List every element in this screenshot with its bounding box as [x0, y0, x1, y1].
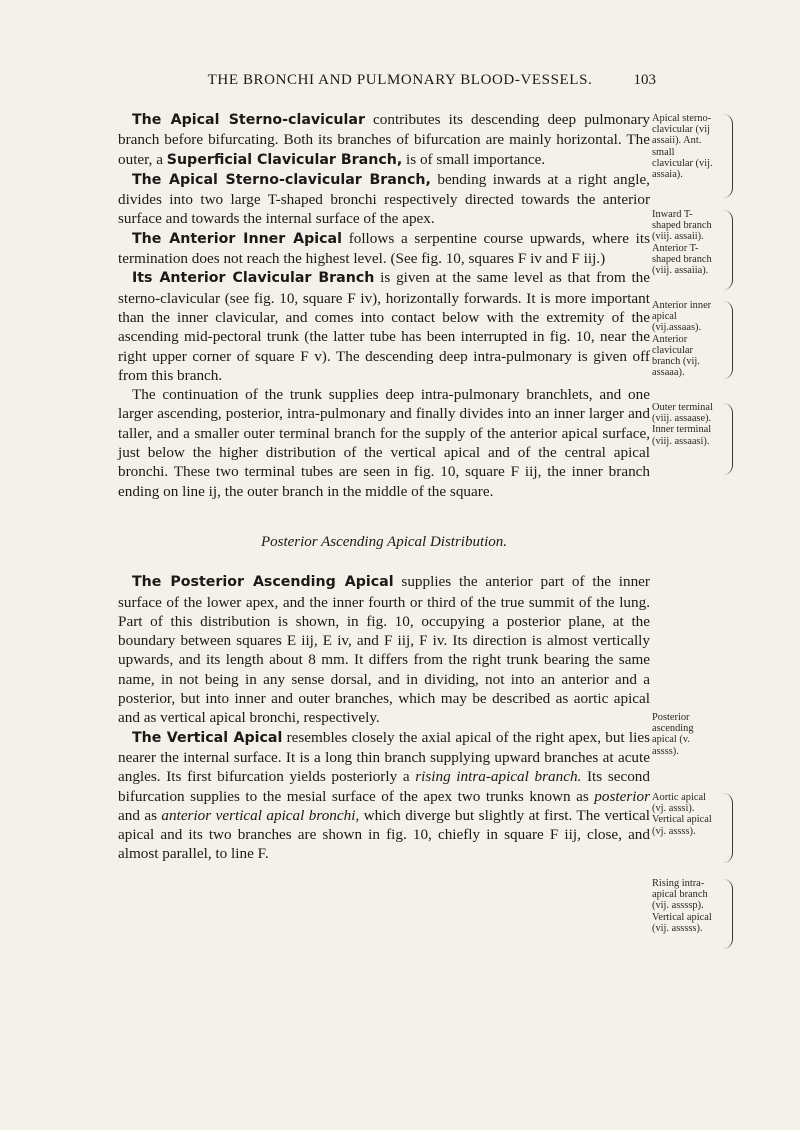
- paragraph-text: which diverge but slightly at first. The vertical apical and its two branches are shown in fig. 10, chiefly in square F iij, close, and almost parallel, to line F.: [118, 806, 650, 863]
- margin-note: Apical sterno-clavicular (vij assaii). Ant. small clavicular (vij. assaia).: [652, 113, 713, 181]
- italic-term: anterior vertical apical bronchi,: [161, 806, 360, 824]
- paragraph-apical-sterno-clavicular-branch: [118, 170, 650, 229]
- paragraph-text: resembles closely the axial apical of the right apex, but lies nearer the internal surface. It is a long thin branch supplying upward branches at acute angles. Its first bifurcation yields posteriorly a: [118, 728, 650, 786]
- heading-anterior-clavicular: Its Anterior Clavicular Branch: [132, 270, 375, 287]
- page-number: 103: [633, 72, 656, 88]
- running-title: THE BRONCHI AND PULMONARY BLOOD-VESSELS.: [207, 72, 593, 88]
- margin-brace: [720, 210, 733, 290]
- margin-brace: [720, 301, 733, 379]
- paragraph-text: supplies the anterior part of the inner surface of the lower apex, and the inner fourth or third of the true summit of the lung. Part of this distribution is shown, in fig. 10, occupying a posterior plane, at the boundary between squares E iij, E iv, and F iij, F iv. Its direction is almost vertically upwards, and its length about 8 mm. It differs from the right trunk bearing the same name, in not being in any sense dorsal, and in dividing, not into an anterior and a posterior, but into inner and outer branches, which may be described as aortic apical and as vertical apical bronchi, respectively.: [118, 573, 650, 727]
- paragraph-text: contributes its descending deep pulmonary branch before bifurcating. Both its branches of bifurcation are mainly horizontal. The outer, a: [118, 111, 650, 168]
- margin-note: Rising intra-apical branch (vij. assssp). Vertical apical (vij. asssss).: [652, 878, 712, 934]
- paragraph-vertical-apical: [118, 728, 650, 864]
- paragraph-text: and as: [118, 806, 162, 824]
- margin-note: Outer terminal (viij. assaase). Inner terminal (viij. assaasi).: [652, 402, 713, 447]
- paragraph-apical-sterno-clavicular: [118, 110, 650, 170]
- paragraph-text: is given at the same level as that from the sterno-clavicular (see fig. 10, square F iv), horizontally forwards. It is more important than the inner clavicular, and comes into contact below with the extremity of the ascending mid-pectoral trunk (the latter tube has been interrupted in fig. 10, near the right upper corner of square F v). The descending deep intra-pulmonary is given off from this branch.: [118, 269, 651, 384]
- paragraph-anterior-clavicular: [118, 268, 650, 385]
- margin-brace: [720, 879, 733, 949]
- italic-term: posterior: [594, 787, 650, 805]
- margin-brace: [720, 403, 733, 475]
- heading-apical-sterno-clavicular-branch: The Apical Sterno-clavicular Branch,: [132, 171, 431, 188]
- heading-posterior-ascending-apical: The Posterior Ascending Apical: [132, 574, 394, 591]
- paragraph-trunk-continuation: [118, 385, 650, 501]
- body-text: [118, 110, 650, 864]
- heading-superficial-clavicular: Superficial Clavicular Branch,: [166, 151, 403, 168]
- margin-note: Inward T-shaped branch (viij. assaii). Anterior T-shaped branch (viij. assaiia).: [652, 209, 712, 277]
- paragraph-text: is of small importance.: [402, 150, 546, 168]
- paragraph-text: bending inwards at a right angle, divides into two large T-shaped bronchi respectively directed towards the anterior surface and towards the internal surface of the apex.: [118, 170, 650, 228]
- paragraph-text: Its second bifurcation supplies to the mesial surface of the apex two trunks known as: [118, 768, 650, 805]
- italic-term: rising intra-apical branch.: [415, 768, 582, 786]
- heading-anterior-inner-apical: The Anterior Inner Apical: [132, 230, 342, 247]
- margin-note: Anterior inner apical (vij.assaas). Anterior clavicular branch (vij. assaaa).: [652, 300, 712, 379]
- margin-note: Posterior ascending apical (v. assss).: [652, 712, 694, 757]
- margin-note: Aortic apical (vj. asssi). Vertical apical (vj. assss).: [652, 792, 712, 837]
- spacer: [118, 552, 650, 572]
- paragraph-anterior-inner-apical: [118, 229, 650, 269]
- heading-apical-sterno-clavicular: The Apical Sterno-clavicular: [132, 112, 365, 128]
- paragraph-posterior-ascending-apical: [118, 572, 650, 727]
- paragraph-text: follows a serpentine course upwards, where its termination does not reach the highest level. (See fig. 10, squares F iv and F iij.): [118, 229, 650, 268]
- paragraph-text: The continuation of the trunk supplies deep intra-pulmonary branchlets, and one larger ascending, posterior, intra-pulmonary and finally divides into an inner larger and taller, and a smaller outer terminal branch for the supply of the anterior apical surface, just below the higher distribution of the vertical apical and of the central apical bronchi. These two terminal tubes are seen in fig. 10, square F iij, the inner branch ending on line ij, the outer branch in the middle of the square.: [118, 386, 650, 500]
- section-subheading: Posterior Ascending Apical Distribution.: [260, 533, 508, 550]
- running-head: [0, 72, 800, 96]
- heading-vertical-apical: The Vertical Apical: [132, 729, 283, 746]
- spacer: [118, 501, 650, 533]
- margin-brace: [720, 793, 733, 863]
- margin-brace: [720, 114, 733, 198]
